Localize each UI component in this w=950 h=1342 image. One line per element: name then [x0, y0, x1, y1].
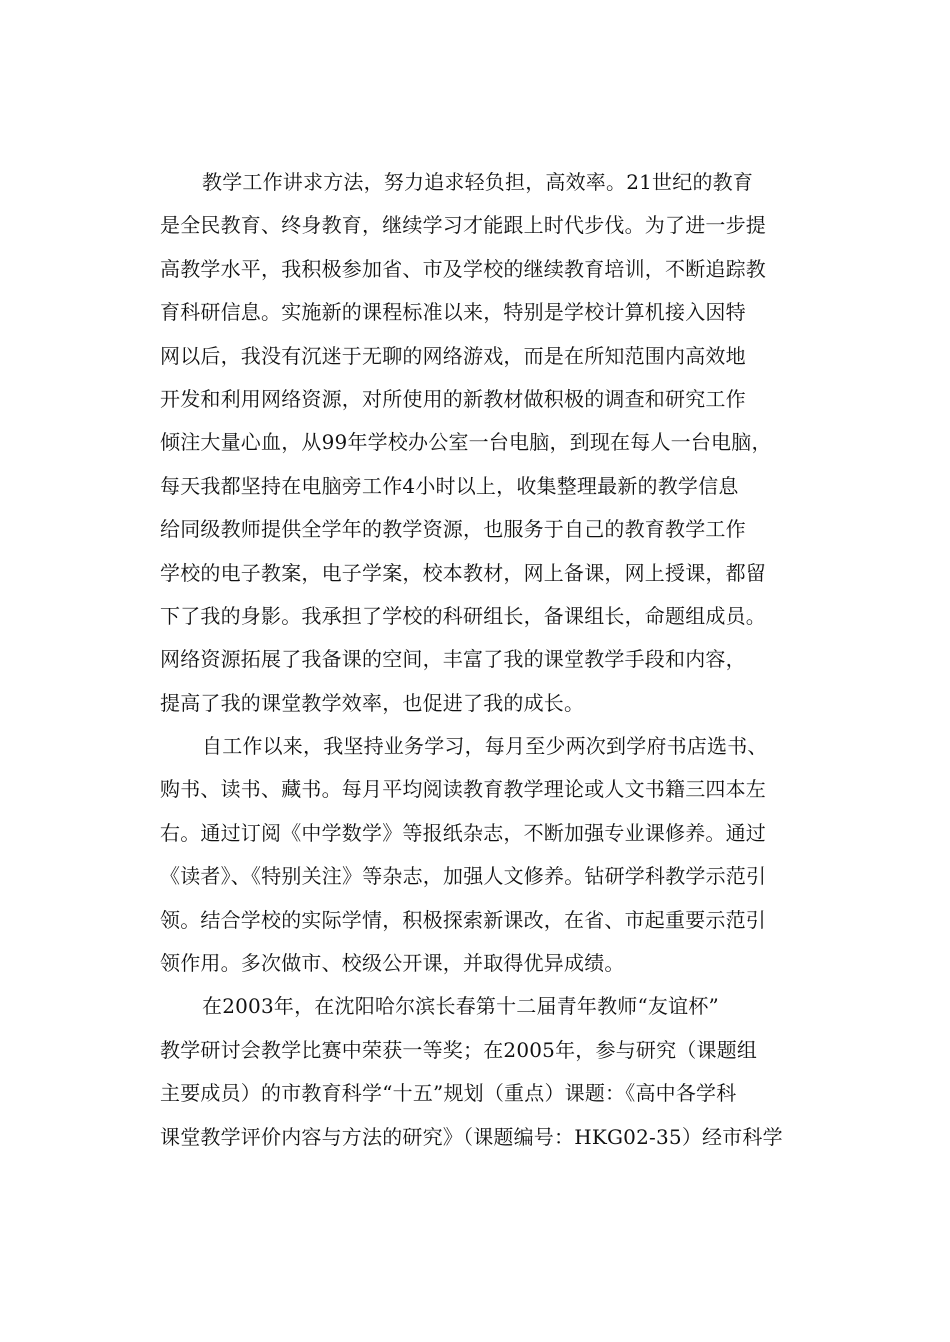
paragraph-2-line-2: 购书、读书、藏书。每月平均阅读教育教学理论或人文书籍三四本左	[160, 777, 766, 802]
paragraph-1-line-4: 育科研信息。实施新的课程标准以来，特别是学校计算机接入因特	[160, 300, 746, 325]
paragraph-2-line-4: 《读者》、《特别关注》等杂志，加强人文修养。钻研学科教学示范引	[160, 864, 767, 889]
paragraph-1-line-6: 开发和利用网络资源，对所使用的新教材做积极的调查和研究工作	[160, 386, 746, 411]
paragraph-3-line-2: 教学研讨会教学比赛中荣获一等奖；在2005年，参与研究（课题组	[160, 1037, 758, 1062]
paragraph-3-line-1: 在2003年，在沈阳哈尔滨长春第十二届青年教师“友谊杯”	[202, 994, 719, 1019]
paragraph-2-line-6: 领作用。多次做市、校级公开课，并取得优异成绩。	[160, 951, 625, 976]
paragraph-1-line-10: 学校的电子教案，电子学案，校本教材，网上备课，网上授课，都留	[160, 560, 766, 585]
paragraph-2-line-5: 领。结合学校的实际学情，积极探索新课改，在省、市起重要示范引	[160, 907, 766, 932]
paragraph-1-line-1: 教学工作讲求方法，努力追求轻负担，高效率。21世纪的教育	[202, 170, 754, 194]
paragraph-1-line-3: 高教学水平，我积极参加省、市及学校的继续教育培训，不断追踪教	[160, 256, 766, 281]
paragraph-1-line-7: 倾注大量心血，从99年学校办公室一台电脑，到现在每人一台电脑，	[160, 430, 772, 455]
paragraph-2-line-1: 自工作以来，我坚持业务学习，每月至少两次到学府书店选书、	[202, 734, 768, 759]
paragraph-1-line-9: 给同级教师提供全学年的教学资源，也服务于自己的教育教学工作	[160, 517, 746, 542]
paragraph-1-line-12: 网络资源拓展了我备课的空间，丰富了我的课堂教学手段和内容，	[160, 647, 746, 672]
paragraph-1-line-11: 下了我的身影。我承担了学校的科研组长，备课组长，命题组成员。	[160, 603, 766, 628]
paragraph-3-line-3: 主要成员）的市教育科学“十五”规划（重点）课题：《高中各学科	[160, 1081, 737, 1106]
paragraph-2-line-3: 右。通过订阅《中学数学》等报纸杂志，不断加强专业课修养。通过	[160, 820, 766, 845]
paragraph-1-line-13: 提高了我的课堂教学效率，也促进了我的成长。	[160, 690, 585, 715]
paragraph-1-line-8: 每天我都坚持在电脑旁工作4小时以上，收集整理最新的教学信息	[160, 473, 739, 498]
paragraph-3-line-4: 课堂教学评价内容与方法的研究》（课题编号：HKG02-35）经市科学	[160, 1124, 783, 1149]
body-text	[160, 161, 800, 1159]
paragraph-1-line-2: 是全民教育、终身教育，继续学习才能跟上时代步伐。为了进一步提	[160, 213, 766, 238]
paragraph-1-line-5: 网以后，我没有沉迷于无聊的网络游戏，而是在所知范围内高效地	[160, 343, 746, 368]
